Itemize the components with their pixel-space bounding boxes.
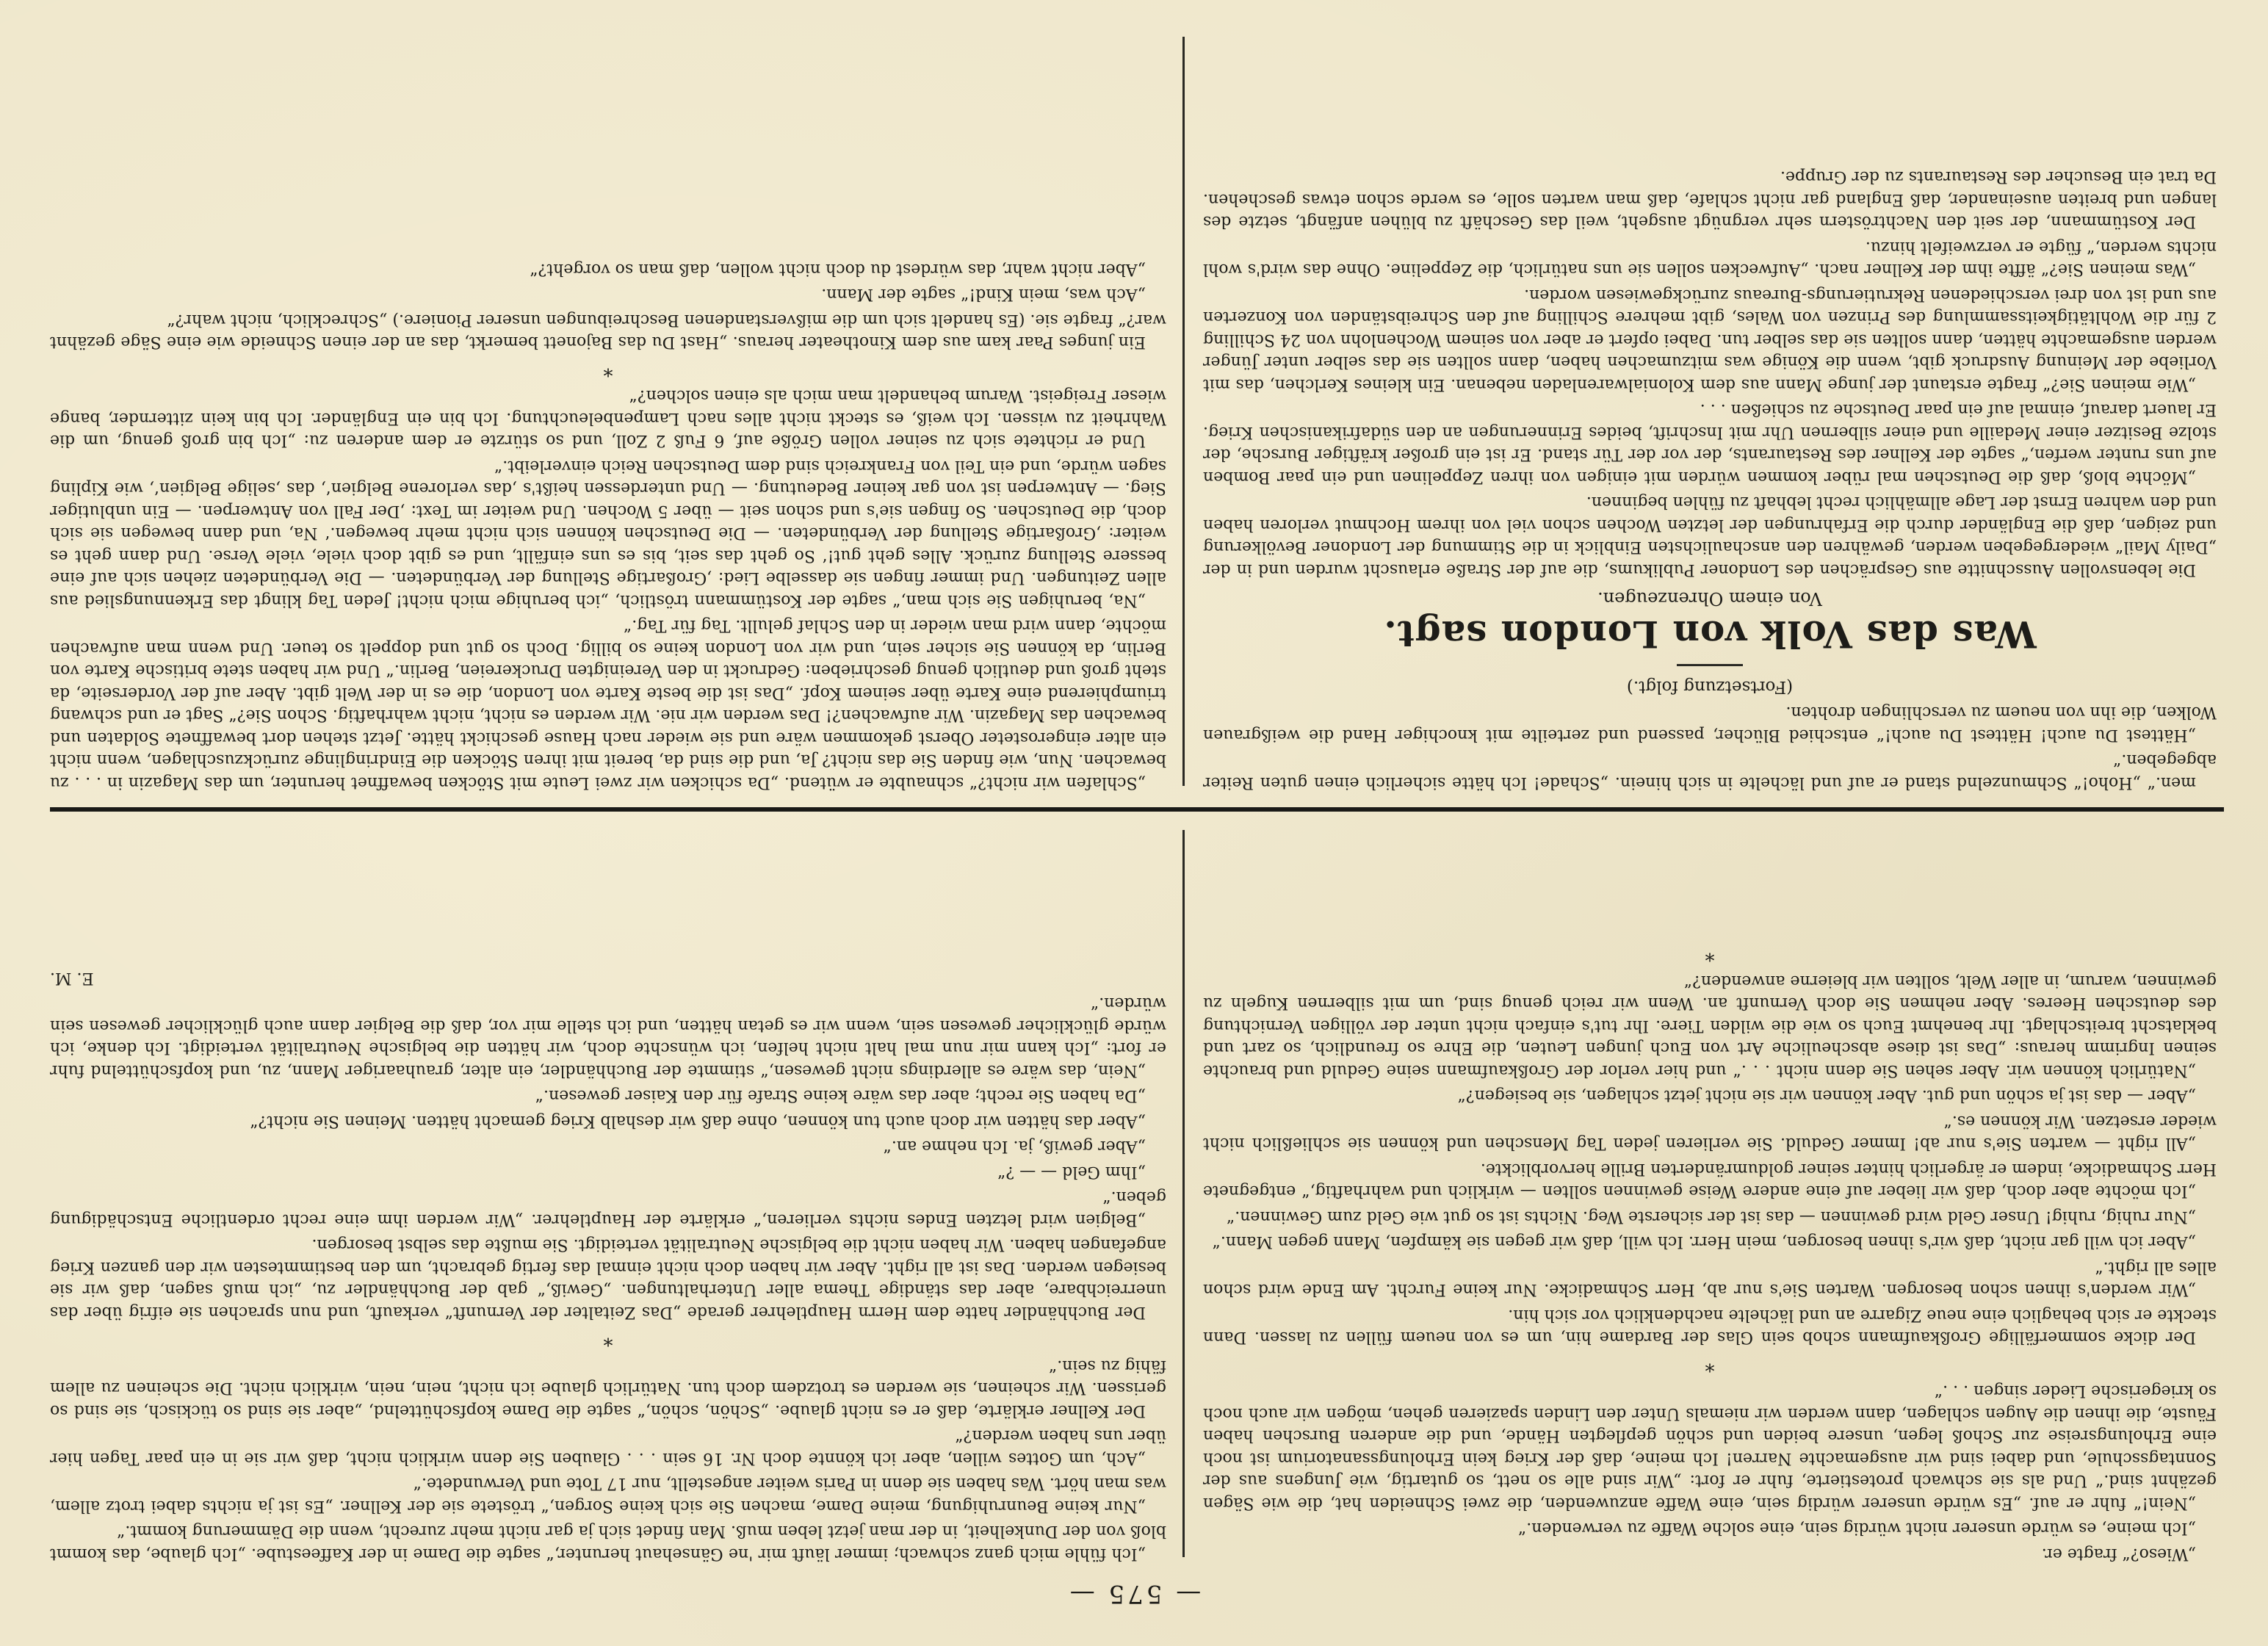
paragraph: „Was meinen Sie?“ äffte ihm der Kellner nach. „Aufwecken sollen sie uns natürlich, die Zeppeline. Ohne das wird's wohl nichts werden,“ fügte er verzweifelt hinzu.	[1203, 238, 2217, 279]
paragraph: „Na, beruhigen Sie sich man,“ sagte der Kostümmann tröstlich, „ich beruhige mich nicht! Jeden Tag klingt das Erkennungslied aus allen Zeitungen. Und immer fingen sie dasselbe Lied: ‚Großartige Stellung der Verbündeten. — Die Verbündeten ziehen sich auf eine bessere Stellung zurück. Alles geht gut!‘ So geht das seit, bis es uns einfällt, und es gibt doch viele, viele Verse. Und dann geht es weiter: ‚Großartige Stellung der Verbündeten. — Die Deutschen können sich nicht mehr bewegen.‘ Na, und dann bewegen sie sich doch, die Deutschen. So fingen sie's und schon seit — über 5 Wochen. Und weiter im Text: ‚Der Fall von Antwerpen. — Ein unblutiger Sieg. — Antwerpen ist von gar keiner Bedeutung. — Und unterdessen heißt's ‚das verlorene Belgien‘, das ‚selige Belgien‘, wie Kipling sagen würde, und ein Teil von Frankreich sind dem Deutschen Reich einverleibt.“	[50, 457, 1166, 610]
column-divider	[1182, 830, 1185, 1557]
paragraph: Der Buchhändler hatte dem Herrn Hauptlehrer gerade „Das Zeitalter der Vernunft“ verkauft, und nun sprachen sie eifrig über das unerreichbare, aber das ständige Thema aller Unterhaltungen. „Gewiß,“ gab der Buchhändler zu, „ich muß sagen, daß wir sie besiegen werden. Das ist all right. Aber wir haben doch nicht einmal das fertig gebracht, um den bestimmtesten wir den ganzen Krieg angefangen haben. Wir haben nicht die belgische Neutralität verteidigt. Sie mußte das selbst besorgen.	[50, 1235, 1166, 1321]
column-divider	[1182, 37, 1185, 786]
paragraph: Und er richtete sich zu seiner vollen Größe auf, 6 Fuß 2 Zoll, und so stürzte er dem anderen zu: „Ich bin groß genug, um die Wahrheit zu wissen. Ich weiß, es steckt nicht alles nach Lampenbeleuchtung. Ich bin ein Engländer. Ich bin kein zitternder, bange wieser Freigeist. Warum behandelt man mich als einen solchen?“	[50, 386, 1166, 450]
paragraph: Ein junges Paar kam aus dem Kinotheater heraus. „Hast Du das Bajonett bemerkt, das an der einen Schneide wie eine Säge gezähnt war?“ fragte sie. (Es handelt sich um die mißverstandenen Beschreibungen unserer Pioniere.) „Schrecklich, nicht wahr?“	[50, 311, 1166, 352]
paragraph: „Aber das hätten wir doch auch tun können, ohne daß wir deshalb Krieg gemacht hätten. Meinen Sie nicht?“	[250, 1112, 1146, 1130]
section-separator-star: *	[603, 358, 613, 380]
paragraph: „Wie meinen Sie?“ fragte erstaunt der junge Mann aus dem Kolonialwarenladen nebenan. Ein kleines Kerlchen, das mit Vorliebe der Meinung Ausdruck gibt, wenn die Könige was mitzumachen haben, dann sollten sie das selber unter Jünger werden ausgemachte hätten, dann sollten sie das selber tun. Dabei opfert er aber von seinem Wochenlohn von 24 Schilling 2 für die Wohltätigkeitssammlung des Prinzen von Wales, gibt mehrere Schilling auf den Schreibständen von Konzerten aus und ist von drei verschiedenen Rekrutierungs-Bureaus zurückgewiesen worden.	[1203, 286, 2217, 394]
paragraph: „Ich fühle mich ganz schwach; immer läuft mir 'ne Gänsehaut herunter,“ sagte die Dame in der Kaffeestube. „Ich glaube, das kommt bloß von der Dunkelheit, in der man jetzt leben muß. Man findet sich ja gar nicht mehr zurecht, wenn die Dämmerung kommt.“	[50, 1522, 1166, 1563]
paragraph: „Hättest Du auch! Hättest Du auch!“ entschied Blücher, passend und zerteilte mit knochiger Hand die weißgrauen Wolken, die ihn von neuem zu verschlingen drohten.	[1203, 703, 2217, 744]
paragraph: „Ich meine, es würde unserer nicht würdig sein, eine solche Waffe zu verwenden.“	[1517, 1519, 2196, 1538]
column-upper-right	[50, 823, 1166, 1564]
paragraph: „Nur ruhig, ruhig! Unser Geld wird gewinnen — das ist der sicherste Weg. Nichts ist so gut wie Geld zum Gewinnen.“	[1226, 1208, 2196, 1226]
paragraph: „Nur keine Beunruhigung, meine Dame, machen Sie sich keine Sorgen,“ tröstete sie der Kellner. „Es ist ja nichts dabei trotz allem, was man hört. Was haben sie denn in Paris weiter angestellt, nur 17 Tote und Verwundete.“	[50, 1474, 1166, 1515]
paragraph: „Wieso?“ fragte er.	[2041, 1545, 2196, 1563]
paragraph: „Belgien wird letzten Endes nichts verlieren,“ erklärte der Hauptlehrer. „Wir werden ihm eine recht ordentliche Entschädigung geben.“	[50, 1188, 1166, 1229]
paragraph: Der dicke sommerfällige Großkaufmann schob sein Glas der Bardame hin, um es von neuem füllen zu lassen. Dann steckte er sich behaglich eine neue Zigarre an und lächelte nachdenklich vor sich hin.	[1203, 1306, 2217, 1347]
paragraph: „Wir werden's ihnen schon besorgen. Warten Sie's nur ab, Herr Schmadicke. Nur keine Furcht. Am Ende wird schon alles all right.“	[1203, 1258, 2217, 1299]
paragraph: „Nein!“ fuhr er auf. „Es würde unserer würdig sein, eine Waffe anzuwenden, die zwei Schneiden hat, die wie Sägen gezähnt sind.“ Und als sie schwach protestierte, fuhr er fort: „Wir sind alle so nett, so gutartig, wie Jungens aus der Sonntagsschule, und dabei sind wir ausgemachte Narren! Ich meine, daß der Krieg kein Erholungssanatorium ist noch eine Erholungsreise zur Schoß legen, unsere beiden und schön gepflegten Hände, und die anderen Burschen haben Fäuste, die ihnen die Augen schlagen, dann werden wir niemals Unter den Linden spazieren gehen, mögen wir auch noch so kriegerische Lieder singen . . .“	[1203, 1382, 2217, 1512]
paragraph: Der Kostümmann, der seit den Nachtröstern sehr vergnügt ausgeht, weil das Geschäft zu blühen anfängt, setzte des langen und breiten auseinander, daß England gar nicht schlafe, daß man warten solle, es werde schon etwas geschehen. Da trat ein Besucher des Restaurants zu der Gruppe.	[1203, 167, 2217, 231]
paragraph: „Ach was, mein Kind!“ sagte der Mann.	[821, 285, 1146, 304]
short-rule	[1677, 665, 1743, 667]
column-upper-left	[1203, 823, 2217, 1564]
paragraph: „Aber nicht wahr, das würdest du doch nicht wollen, daß man so vorgeht?“	[530, 260, 1146, 278]
paragraph: „Schlafen wir nicht?“ schnaubte er wütend. „Da schicken wir zwei Leute mit Stöcken bewaffnet herunter, um das Magazin in . . . zu bewachen. Nun, wie finden Sie das nicht? Ja, und die sind da, bereit mit ihren Stöcken die Eindringlinge zurückzuschlagen, wenn nicht ein alter eingerosteter Oberst gekommen wäre und sie wieder nach Hause geschickt hätte. Jetzt stehen dort bewaffnete Soldaten und bewachen das Magazin. Wir aufwachen?! Das werden wir nie. Wir werden es nicht, nicht wahrhaftig. Schon Sie?“ Sagt er und schwang triumphierend eine Karte über seinem Kopf. „Das ist die beste Karte von London, die es in der Welt gibt. Aber auf der Vorderseite, da steht groß und deutlich genug geschrieben: Gedruckt in den Vereinigten Druckereien, Berlin.“ Und wir haben stete britische Karte von Berlin, da können Sie sicher sein, und wir von London keine so billig. Doch so gut und doppelt so teuer. Und wenn man aufwachen möchte, dann wird man wieder in den Schlaf gelullt. Tag für Tag.“	[50, 616, 1166, 792]
paragraph: „Aber gewiß, ja. Ich nehme an.“	[883, 1137, 1146, 1156]
section-separator-star: *	[603, 1327, 613, 1350]
paragraph: „All right — warten Sie's nur ab! Immer Geduld. Sie verlieren jeden Tag Menschen und können sie schließlich nicht wieder ersetzen. Wir können es.“	[1203, 1112, 2217, 1153]
paragraph: „Ich möchte aber doch, daß wir lieber auf eine andere Weise gewinnen sollten — wirklich und wahrhaftig,“ entgegnete Herr Schmadicke, indem er ärgerlich hinter seiner goldumränderten Brille hervorblickte.	[1203, 1160, 2217, 1201]
article-subheadline: Von einem Ohrenzeugen.	[1597, 588, 1822, 610]
article-headline: Was das Volk von London sagt.	[1383, 613, 2037, 657]
paragraph: men.“ „Hoho!“ Schmunzelnd stand er auf und lächelte in sich hinein. „Schade! Ich hätte sicherlich einen guten Reiter abgegeben.“	[1203, 751, 2217, 792]
paragraph: „Ihm Geld — — ?“	[997, 1163, 1146, 1181]
section-separator-star: *	[1705, 942, 1715, 965]
author-signature: E. M.	[50, 969, 94, 987]
paragraph: „Nein, das wäre es allerdings nicht gewesen,“ stimmte der Buchhändler, ein alter, grauhaariger Mann, zu, und kopfschüttelnd fuhr er fort: „Ich kann mir nun mal halt nicht helfen, ich wünschte doch, wir hätten die belgische Neutralität verteidigt. Ich denke, ich würde glücklicher gewesen sein, wenn wir es getan hätten, und ich stelle mir vor, daß die Belgier dann auch glücklicher gewesen sein würden.“	[50, 994, 1166, 1080]
paragraph: Der Kellner erklärte, daß er es nicht glaube. „Schön, schön,“ sagte die Dame kopfschüttelnd, „aber sie sind so tückisch, sie sind so gerissen. Wir scheinen, sie werden es trotzdem doch tun. Natürlich glaube ich nicht, nein, nein, wirklich nicht. Die scheinen zu allem fähig zu sein.“	[50, 1357, 1166, 1420]
paragraph: „Ach, um Gottes willen, aber ich könnte doch Nr. 16 sein . . . Glauben Sie denn wirklich nicht, daß wir sie in ein paar Tagen hier über uns haben werden?“	[50, 1426, 1166, 1468]
continuation-note: (Fortsetzung folgt.)	[1626, 677, 1794, 696]
section-separator-star: *	[1705, 1353, 1715, 1375]
paragraph: „Da haben Sie recht; aber das wäre keine Strafe für den Kaiser gewesen.“	[535, 1086, 1146, 1105]
column-lower-right	[50, 29, 1166, 793]
page-number: — 575 —	[1066, 1579, 1202, 1609]
paragraph: „Aber ich will gar nicht, daß wir's ihnen besorgen, mein Herr. Ich will, daß wir gegen sie kämpfen, Mann gegen Mann.“	[1212, 1232, 2196, 1252]
horizontal-rule	[50, 807, 2224, 812]
paragraph: „Natürlich können wir. Aber sehen Sie denn nicht . . .“ und hier verlor der Großkaufmann seine Geduld und brauchte seinen Ingrimm heraus: „Das ist diese abscheuliche Art von Euch jungen Leuten, die Ehre so freundlich, so zart und beklatscht breitschlagt. Ihr benehmt Euch so wie die wilden Tiere. Ihr tut's einfach nicht unter der völligen Vernichtung des deutschen Heeres. Aber nehmen Sie doch Vernunft an. Wenn wir reich genug sind, um mit silbernen Kugeln zu gewinnen, warum, in aller Welt, sollten wir bleierne anwenden?“	[1203, 972, 2217, 1080]
paragraph: „Aber — das ist ja schön und gut. Aber können wir sie nicht jetzt schlagen, sie besiegen?“	[1457, 1086, 2196, 1105]
paragraph: „Möchte bloß, daß die Deutschen mal rüber kommen würden mit einigen von ihren Zeppelinen und ein paar Bomben auf uns runter werfen,“ sagte der Kellner des Restaurants, der vor der Tür stand. Er ist ein großer kräftiger Bursche, der stolze Besitzer einer Medaille und einer silbernen Uhr mit Inschrift, beides Erinnerungen an den südafrikanischen Krieg. Er lauert darauf, einmal auf ein paar Deutsche zu schießen . . .	[1203, 400, 2217, 486]
column-lower-left	[1203, 29, 2217, 793]
paragraph: Die lebensvollen Ausschnitte aus Gesprächen des Londoner Publikums, die auf der Straße erlauscht wurden und in der „Daily Mail“ wiedergegeben werden, gewähren den anschaulichsten Einblick in die Stimmung der Londoner Bevölkerung und zeigen, daß die Engländer durch die Erfahrungen der letzten Wochen schon viel von ihrem Hochmut verloren haben und den wahren Ernst der Lage allmählich recht lebhaft zu fühlen beginnen.	[1203, 493, 2217, 579]
